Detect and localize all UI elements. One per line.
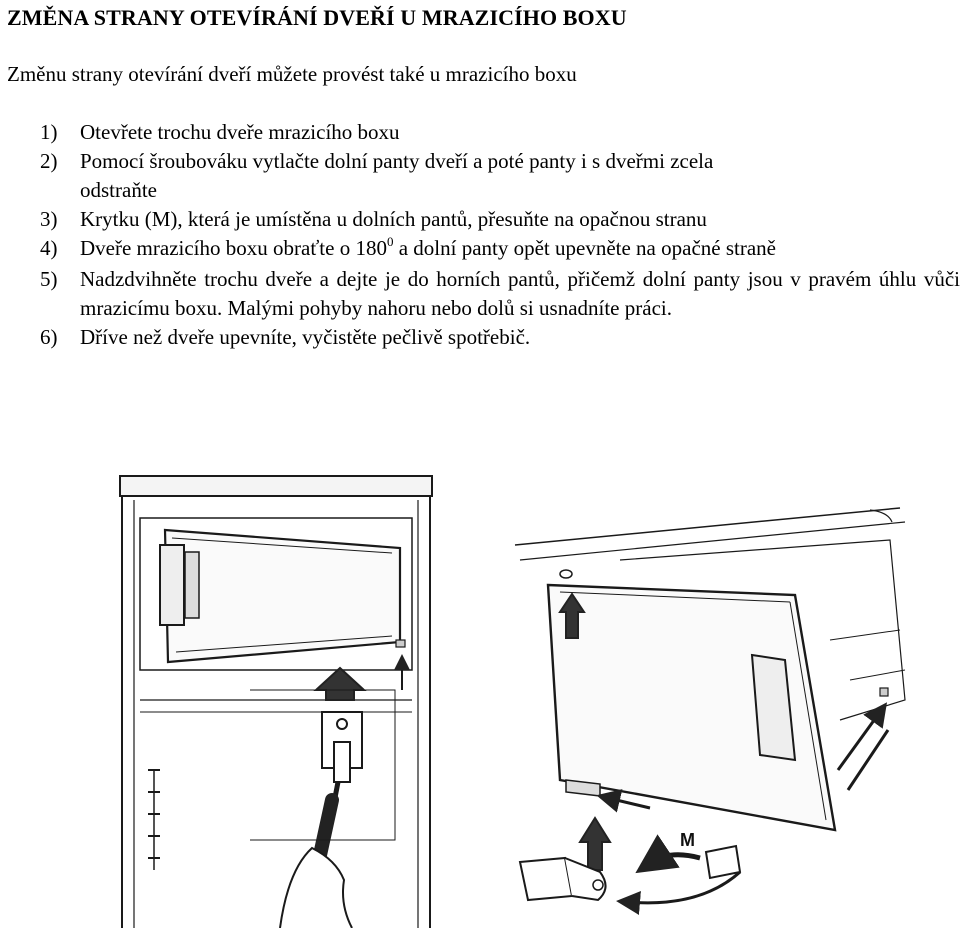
- right-figure: [515, 508, 905, 903]
- intro-text: Změnu strany otevírání dveří můžete provést také u mrazicího boxu: [7, 62, 577, 86]
- step-number: 6): [40, 325, 58, 349]
- page-title: ZMĚNA STRANY OTEVÍRÁNÍ DVEŘÍ U MRAZICÍHO BOXU: [7, 5, 627, 30]
- left-figure: [120, 476, 432, 928]
- step-text: Krytku (M), která je umístěna u dolních pantů, přesuňte na opačnou stranu: [80, 207, 707, 231]
- degree-superscript: 0: [386, 234, 394, 249]
- step-text-part: Dveře mrazicího boxu obraťte o 180: [80, 236, 387, 260]
- step-text: [80, 234, 960, 265]
- step-number: 2): [40, 149, 58, 173]
- step-item: [40, 205, 960, 234]
- step-item: [40, 323, 960, 352]
- step-item: [40, 234, 960, 265]
- cap-label-m: M: [680, 830, 695, 850]
- step-item: [40, 265, 960, 323]
- step-number: 1): [40, 120, 58, 144]
- step-item: [40, 118, 960, 147]
- door-reversal-illustration: [0, 450, 960, 928]
- step-number: 3): [40, 207, 58, 231]
- step-text: Pomocí šroubováku vytlačte dolní panty dveří a poté panty i s dveřmi zcela odstraňte: [80, 149, 714, 202]
- step-text: Nadzdvihněte trochu dveře a dejte je do horních pantů, přičemž dolní panty jsou v pravém úhlu vůči mrazicímu boxu. Malými pohyby nahoru nebo dolů si usnadníte práci.: [80, 267, 960, 320]
- step-text: Otevřete trochu dveře mrazicího boxu: [80, 120, 400, 144]
- step-number: 5): [40, 267, 58, 291]
- step-text-part: a dolní panty opět upevněte na opačné straně: [393, 236, 776, 260]
- step-number: 4): [40, 236, 58, 260]
- step-item: [40, 147, 960, 205]
- step-text: Dříve než dveře upevníte, vyčistěte pečlivě spotřebič.: [80, 325, 531, 349]
- steps-list: [40, 118, 960, 352]
